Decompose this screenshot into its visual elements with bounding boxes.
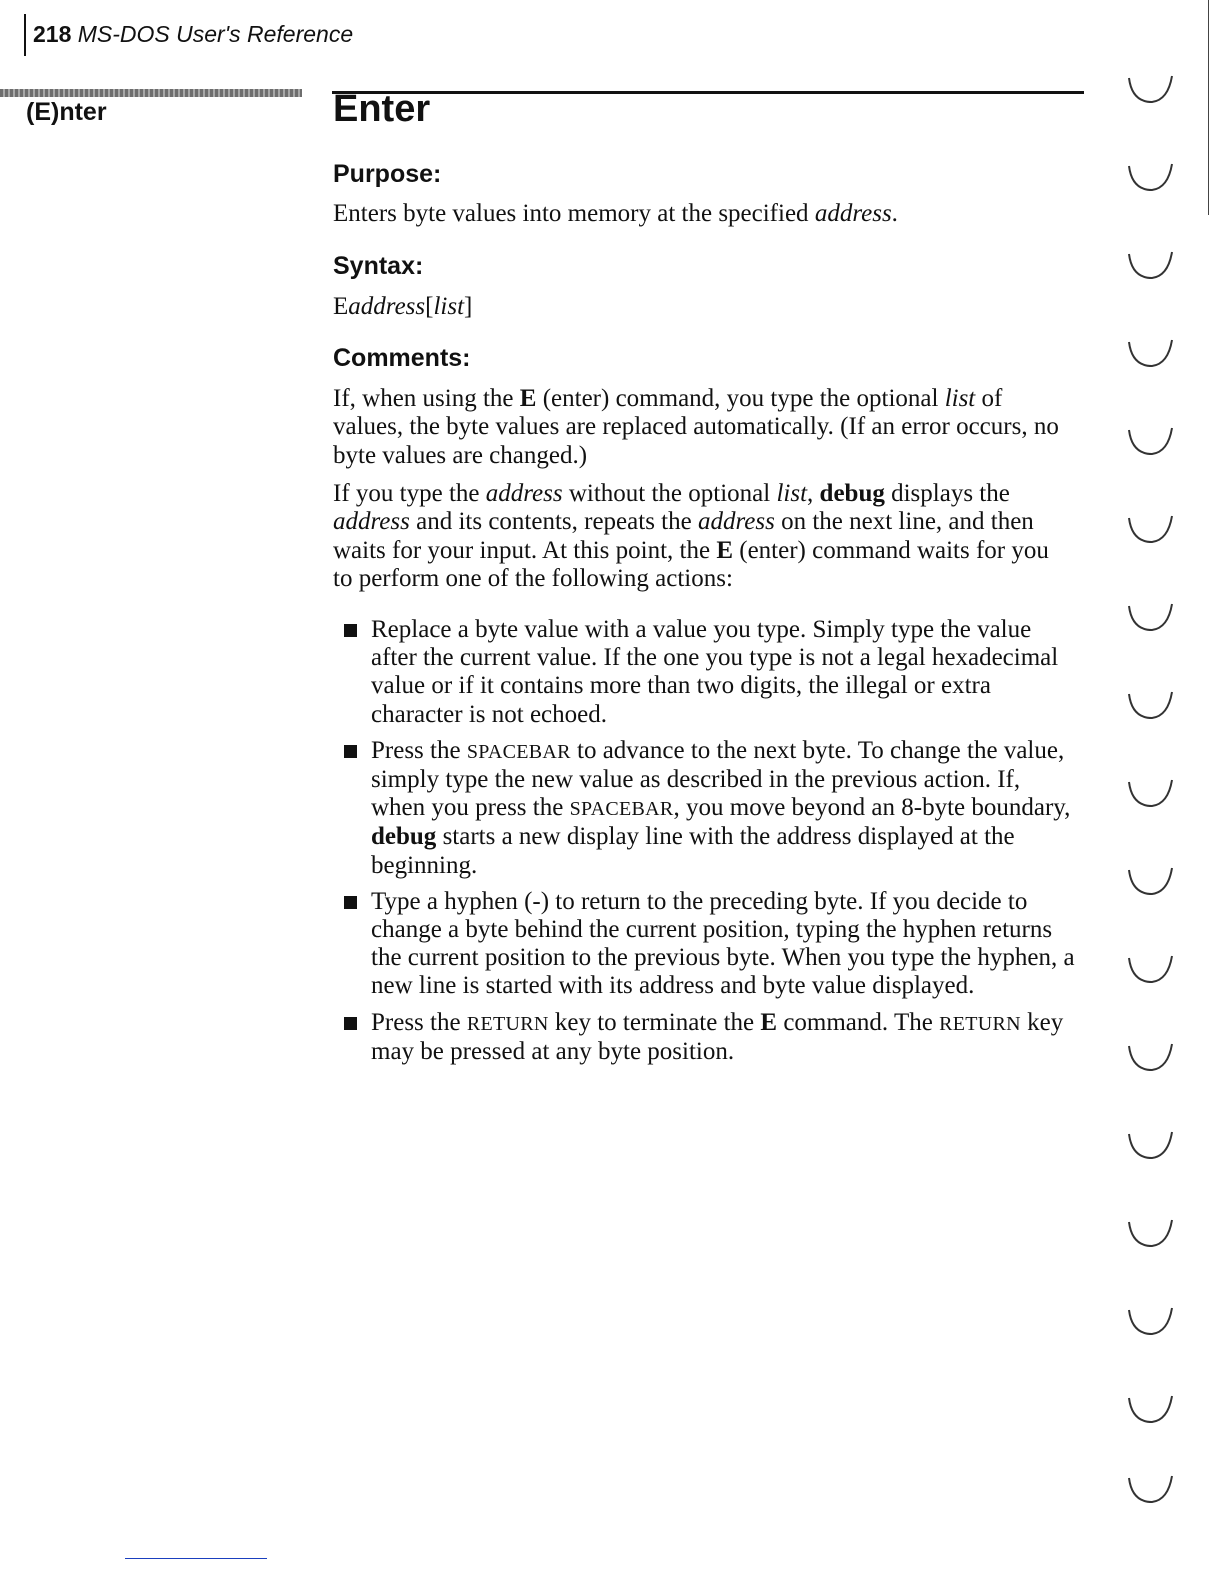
binding-hole-icon <box>1126 1214 1176 1254</box>
key-name: SPACEBAR <box>466 740 571 763</box>
scan-artifact-line <box>125 1558 267 1559</box>
address-term: address <box>814 200 892 227</box>
key-name: RETURN <box>466 1012 549 1035</box>
binding-hole-icon <box>1126 422 1176 462</box>
binding-hole-icon <box>1126 334 1176 374</box>
key-name: SPACEBAR <box>569 798 674 821</box>
bullet-square-icon <box>344 624 357 637</box>
side-label: (E)nter <box>26 98 107 126</box>
binding-hole-icon <box>1126 1302 1176 1342</box>
binding-hole-icon <box>1126 1470 1176 1510</box>
list-item: Replace a byte value with a value you type. Simply type the value after the current value. If the one you type is not a legal hexadecimal value or if it contains more than two digits, the illegal or extra character is not echoed. <box>333 616 1078 729</box>
binding-hole-icon <box>1126 950 1176 990</box>
binding-hole-icon <box>1126 598 1176 638</box>
book-title: MS-DOS User's Reference <box>77 21 354 47</box>
comment-paragraph-2: If you type the address without the optional list, debug displays the address and its contents, repeats the address on the next line, and then waits for your input. At this point, the E (enter) command waits for you to perform one of the following actions: <box>333 480 1049 592</box>
purpose-text: Enters byte values into memory at the specified address. <box>333 200 898 227</box>
list-item: Type a hyphen (-) to return to the preceding byte. If you decide to change a byte behind the current position, typing the hyphen returns the current position to the previous byte. When you type the hyphen, a new line is started with its address and byte value displayed. <box>333 888 1078 1001</box>
list-item: Press the SPACEBAR to advance to the next byte. To change the value, simply type the new value as described in the previous action. If, when you press the SPACEBAR, you move beyond an 8-byte boundary, debug starts a new display line with the address displayed at the beginning. <box>333 737 1078 880</box>
syntax-heading: Syntax: <box>333 252 424 280</box>
header-rule <box>24 14 26 56</box>
binding-hole-icon <box>1126 1390 1176 1430</box>
binding-holes <box>1126 70 1186 1520</box>
binding-hole-icon <box>1126 862 1176 902</box>
comments-heading: Comments: <box>333 344 471 372</box>
comment-paragraph-1: If, when using the E (enter) command, you type the optional list of values, the byte values are replaced automatically. (If an error occurs, no byte values are changed.) <box>333 385 1059 469</box>
purpose-heading: Purpose: <box>333 160 442 188</box>
list-item: Press the RETURN key to terminate the E command. The RETURN key may be pressed at any byte position. <box>333 1009 1078 1066</box>
page-edge-line <box>1208 0 1209 215</box>
binding-hole-icon <box>1126 1038 1176 1078</box>
page-title: Enter <box>333 88 431 130</box>
running-head <box>33 21 353 48</box>
page-number: 218 <box>33 21 72 47</box>
binding-hole-icon <box>1126 1126 1176 1166</box>
action-list <box>333 616 1078 1074</box>
key-name: RETURN <box>939 1012 1021 1035</box>
syntax-line: Eaddress[list] <box>333 293 473 320</box>
binding-hole-icon <box>1126 70 1176 110</box>
binding-hole-icon <box>1126 158 1176 198</box>
bullet-square-icon <box>344 1017 357 1030</box>
bullet-square-icon <box>344 896 357 909</box>
side-rule <box>0 89 302 97</box>
binding-hole-icon <box>1126 246 1176 286</box>
bullet-square-icon <box>344 745 357 758</box>
binding-hole-icon <box>1126 774 1176 814</box>
title-rule <box>332 91 1084 94</box>
binding-hole-icon <box>1126 686 1176 726</box>
binding-hole-icon <box>1126 510 1176 550</box>
